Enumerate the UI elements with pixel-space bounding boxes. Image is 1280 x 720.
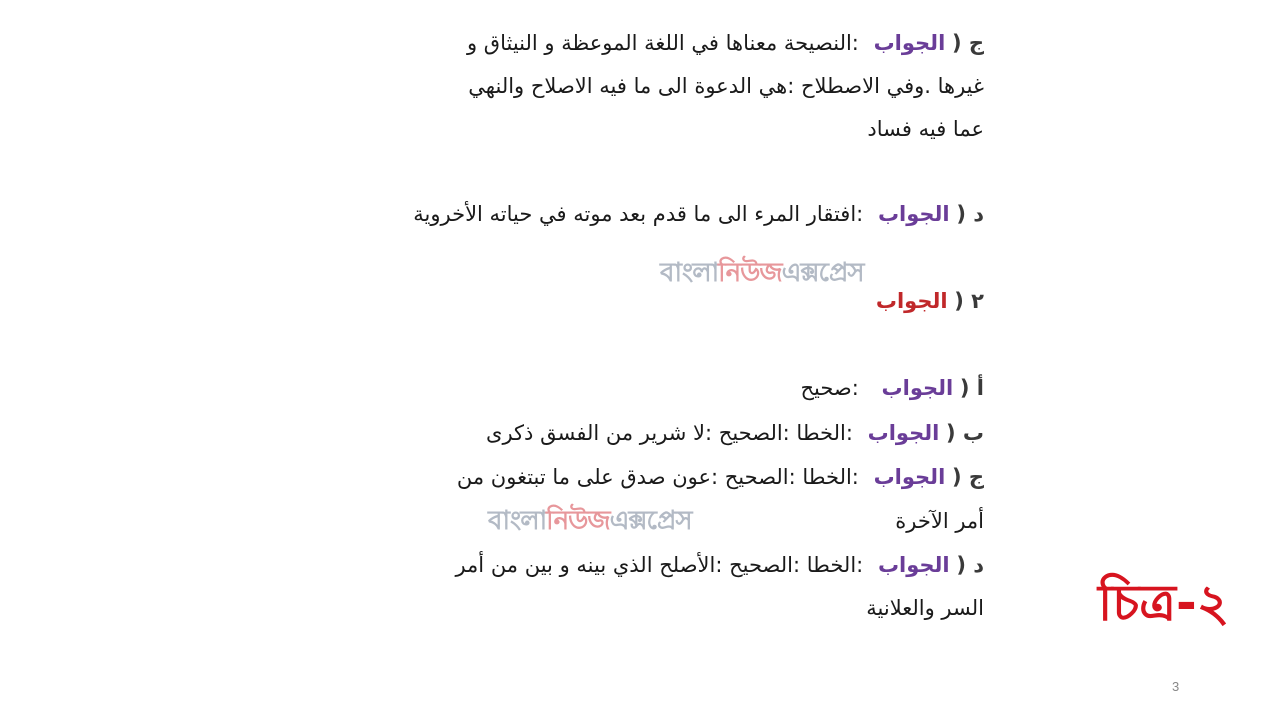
section-heading [876,286,984,316]
answer-b-line [486,418,984,448]
answer-c2-line-1 [457,462,984,492]
answer-label: الجواب [873,31,946,55]
answer-c-line-2: غيرها .وفي الاصطلاح :هي الدعوة الى ما فيه الاصلاح والنهي [468,74,984,98]
answer-text: :الخطا :الصحيح :عون صدق على ما تبتغون من [456,465,859,489]
answer-tag: ب ( [945,421,984,445]
answer-label: الجواب [867,421,940,445]
answer-tag: ج ( [951,31,984,55]
answer-c2-line-2: أمر الآخرة [895,509,984,533]
heading-label: الجواب [875,289,948,313]
answer-text: :الخطا :الصحيح :لا شرير من الفسق ذكرى [486,421,853,445]
watermark-logo: বাংলানিউজএক্সপ্রেস [488,506,692,536]
heading-tag: ٢ ( [954,289,984,313]
answer-a-line [800,373,984,403]
answer-label: الجواب [881,376,954,400]
answer-tag: أ ( [959,376,984,400]
page-number: 3 [1172,679,1180,694]
answer-text: :النصيحة معناها في اللغة الموعظة و النيثاق و [466,31,859,55]
answer-label: الجواب [873,465,946,489]
answer-tag: ج ( [951,465,984,489]
answer-d-line [413,199,984,229]
answer-text: :افتقار المرء الى ما قدم بعد موته في حياته الأخروية [413,202,864,226]
answer-tag: د ( [956,202,984,226]
answer-tag: د ( [956,553,984,577]
answer-label: الجواب [877,553,950,577]
answer-c-line-3: عما فيه فساد [867,117,984,141]
watermark-logo: বাংলানিউজএক্সপ্রেস [660,258,864,288]
answer-text: :الخطا :الصحيح :الأصلح الذي بينه و بين من أمر [455,553,864,577]
answer-d2-line-2: السر والعلانية [866,596,984,620]
figure-label: চিত্র-২ [1098,574,1230,632]
answer-text: :صحيح [800,376,859,400]
answer-d2-line-1 [455,550,984,580]
answer-c-line-1 [467,28,984,58]
answer-label: الجواب [877,202,950,226]
